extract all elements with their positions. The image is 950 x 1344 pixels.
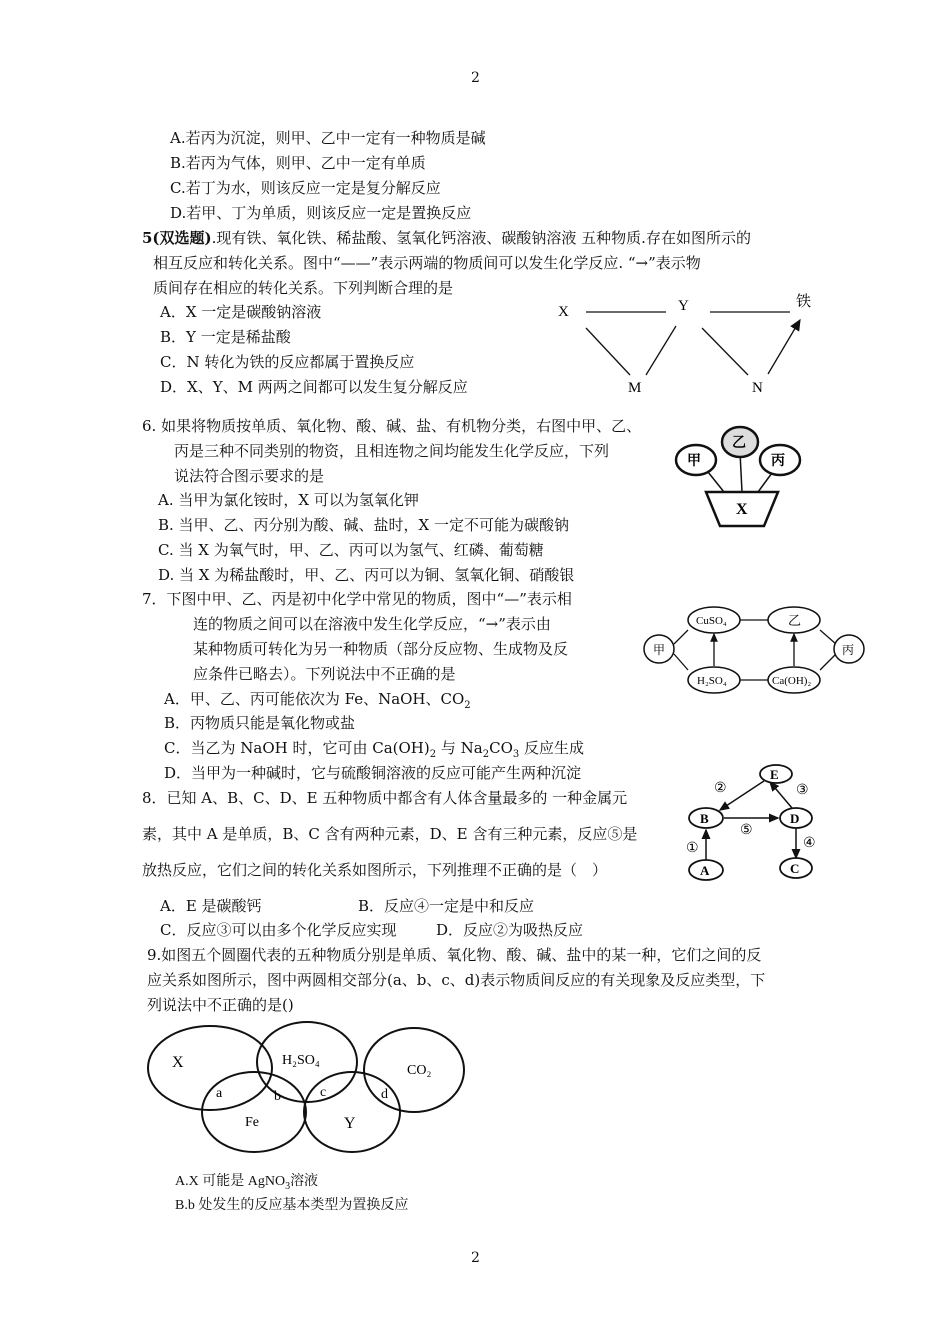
q8-option-b: B．反应④一定是中和反应 xyxy=(358,897,535,915)
q9-circles-diagram xyxy=(142,1022,472,1152)
q7-node-h2so4: H₂SO₄ xyxy=(697,675,727,687)
q4-option-c: C.若丁为水，则该反应一定是复分解反应 xyxy=(170,179,441,197)
q6-stem-line3: 说法符合图示要求的是 xyxy=(174,467,325,485)
q5-node-m: M xyxy=(628,380,642,396)
q8-stem-line3: 放热反应，它们之间的转化关系如图所示，下列推理不正确的是（ ） xyxy=(142,861,608,879)
q5-node-x: X xyxy=(558,304,569,320)
q5-option-a: A．X 一定是碳酸钠溶液 xyxy=(160,303,322,321)
q8-reaction-2: ② xyxy=(714,781,727,796)
q9-stem-line1: 9.如图五个圆圈代表的五种物质分别是单质、氧化物、酸、碱、盐中的某一种，它们之间的反 xyxy=(147,946,762,964)
q5-option-b: B．Y 一定是稀盐酸 xyxy=(160,328,291,346)
q9-option-a: A.X 可能是 AgNO$_3$溶液 xyxy=(175,1174,319,1192)
q4-option-a: A.若丙为沉淀，则甲、乙中一定有一种物质是碱 xyxy=(170,129,486,147)
q7-node-jia: 甲 xyxy=(653,643,666,657)
q5-node-n: N xyxy=(752,380,763,396)
q9-circle-fe: Fe xyxy=(245,1115,259,1130)
q8-option-d: D．反应②为吸热反应 xyxy=(436,921,584,939)
q7-stem-line3: 某种物质可转化为另一种物质（部分反应物、生成物及反 xyxy=(193,640,569,658)
q5-option-c: C．N 转化为铁的反应都属于置换反应 xyxy=(160,353,415,371)
q5-stem-line3: 质间存在相应的转化关系。下列判断合理的是 xyxy=(153,279,454,297)
page-number-bottom: 2 xyxy=(471,1250,480,1266)
q6-option-a: A. 当甲为氯化铵时，X 可以为氢氧化钾 xyxy=(158,491,419,509)
q6-option-d: D. 当 X 为稀盐酸时，甲、乙、丙可以为铜、氢氧化铜、硝酸银 xyxy=(158,566,575,584)
q4-option-d: D.若甲、丁为单质，则该反应一定是置换反应 xyxy=(170,204,472,222)
q4-option-b: B.若丙为气体，则甲、乙中一定有单质 xyxy=(170,154,426,172)
q6-stem-line1: 6. 如果将物质按单质、氧化物、酸、碱、盐、有机物分类，右图中甲、乙、 xyxy=(142,417,642,435)
q7-option-b: B．丙物质只能是氧化物或盐 xyxy=(164,714,356,732)
q8-stem-line2: 素，其中 A 是单质，B、C 含有两种元素，D、E 含有三种元素，反应⑤是 xyxy=(142,825,638,843)
q9-option-b: B.b 处发生的反应基本类型为置换反应 xyxy=(175,1198,409,1213)
q5-option-d: D．X、Y、M 两两之间都可以发生复分解反应 xyxy=(160,378,468,396)
q7-node-caoh2: Ca(OH)₂ xyxy=(772,675,812,687)
q9-stem-line2: 应关系如图所示，图中两圆相交部分(a、b、c、d)表示物质间反应的有关现象及反应类型，下 xyxy=(147,971,766,989)
q5-stem-line2: 相互反应和转化关系。图中“——”表示两端的物质间可以发生化学反应. “→”表示物 xyxy=(153,254,701,272)
q7-diagram xyxy=(642,600,872,700)
q5-node-y: Y xyxy=(678,298,689,314)
q9-circle-co2: CO₂ xyxy=(407,1063,432,1078)
q6-node-jia: 甲 xyxy=(687,454,701,469)
q6-node-yi: 乙 xyxy=(732,436,746,451)
q5-stem-text: .现有铁、氧化铁、稀盐酸、氢氧化钙溶液、碳酸钠溶液 五种物质.存在如图所示的 xyxy=(211,229,751,247)
q9-circle-x: X xyxy=(172,1054,184,1071)
q8-reaction-4: ④ xyxy=(803,836,816,851)
q6-node-bing: 丙 xyxy=(771,454,785,469)
q9-stem-line3: 列说法中不正确的是() xyxy=(147,996,294,1014)
q6-node-x: X xyxy=(736,501,748,518)
q6-option-c: C. 当 X 为氧气时，甲、乙、丙可以为氢气、红磷、葡萄糖 xyxy=(158,541,544,559)
q7-option-d: D．当甲为一种碱时，它与硫酸铜溶液的反应可能产生两种沉淀 xyxy=(164,764,582,782)
q8-stem-line1: 8．已知 A、B、C、D、E 五种物质中都含有人体含量最多的 一种金属元 xyxy=(142,789,628,807)
q7-stem-line4: 应条件已略去）。下列说法中不正确的是 xyxy=(193,665,456,683)
q5-number: 5(双选题) xyxy=(142,229,212,247)
q8-node-c: C xyxy=(790,861,800,876)
q8-node-e: E xyxy=(770,767,779,782)
q8-option-c: C．反应③可以由多个化学反应实现 xyxy=(160,921,397,939)
q7-node-cuso4: CuSO₄ xyxy=(696,615,727,627)
q6-flowerpot-diagram xyxy=(672,420,812,530)
q7-node-yi: 乙 xyxy=(788,613,802,628)
q7-option-c: C．当乙为 NaOH 时，它可由 $Ca(OH)_2$ 与 $Na_2CO_3$ 反应生成 xyxy=(164,739,585,760)
q9-region-b: b xyxy=(274,1089,281,1104)
q8-reaction-5: ⑤ xyxy=(740,823,753,838)
q9-region-d: d xyxy=(381,1087,388,1102)
q9-region-c: c xyxy=(320,1085,327,1100)
q8-node-d: D xyxy=(790,811,800,826)
q9-region-a: a xyxy=(216,1086,223,1101)
q8-diagram xyxy=(682,762,832,882)
q8-reaction-1: ① xyxy=(686,841,699,856)
page-number-top: 2 xyxy=(471,70,480,86)
q7-node-bing: 丙 xyxy=(842,643,855,657)
q9-circle-h2so4: H₂SO₄ xyxy=(282,1053,320,1068)
q6-stem-line2: 丙是三种不同类别的物资，且相连物之间均能发生化学反应，下列 xyxy=(174,442,610,460)
q8-reaction-3: ③ xyxy=(796,783,809,798)
q7-option-a: A．甲、乙、丙可能依次为 Fe、NaOH、$CO_2$ xyxy=(164,690,471,711)
q5-diagram xyxy=(548,290,828,400)
q8-node-a: A xyxy=(700,863,710,878)
q8-node-b: B xyxy=(700,811,709,826)
q7-stem-line1: 7．下图中甲、乙、丙是初中化学中常见的物质，图中“—”表示相 xyxy=(142,590,572,608)
q9-circle-y: Y xyxy=(344,1115,356,1132)
q6-option-b: B. 当甲、乙、丙分别为酸、碱、盐时，X 一定不可能为碳酸钠 xyxy=(158,516,570,534)
q5-stem-line1 xyxy=(142,228,751,248)
q7-stem-line2: 连的物质之间可以在溶液中发生化学反应，“→”表示由 xyxy=(193,615,551,633)
q5-node-iron: 铁 xyxy=(796,294,812,310)
q8-option-a: A．E 是碳酸钙 xyxy=(160,897,262,915)
